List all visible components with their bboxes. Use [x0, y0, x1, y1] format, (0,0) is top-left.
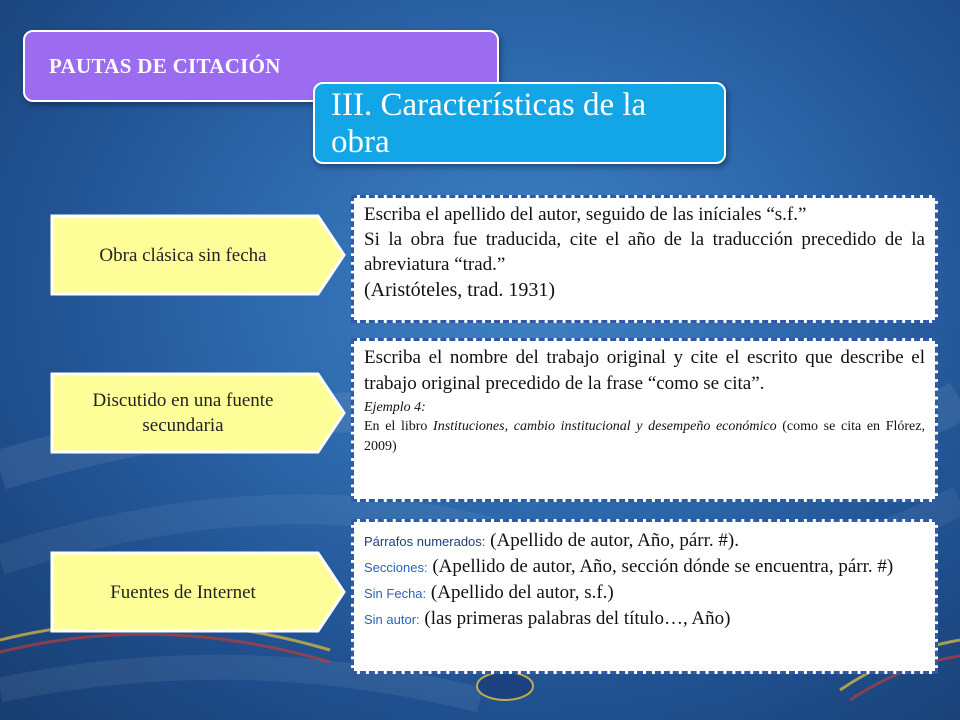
category-arrow-classic [48, 212, 348, 298]
internet-item [364, 580, 925, 606]
info-main-text: Escriba el nombre del trabajo original y cite el escrito que describe el trabajo original precedido de la frase “como se cita”. [364, 347, 925, 394]
example-prefix: En el libro [364, 419, 434, 434]
item-tag: Secciones: [364, 560, 428, 575]
category-label: Discutido en una fuente secundaria [92, 390, 274, 436]
internet-item [364, 554, 925, 580]
info-box-internet [351, 519, 938, 674]
example-suffix: (como se cita en Flórez, 2009) [364, 419, 925, 454]
subtitle-header [313, 82, 726, 164]
category-label: Fuentes de Internet [110, 581, 256, 603]
info-box-classic [351, 195, 938, 323]
item-tag: Párrafos numerados: [364, 534, 486, 549]
info-box-secondary [351, 338, 938, 502]
item-tag: Sin Fecha: [364, 586, 427, 601]
item-text: (las primeras palabras del título…, Año) [419, 608, 731, 629]
item-text: (Apellido del autor, s.f.) [426, 582, 614, 603]
section-title: PAUTAS DE CITACIÓN [49, 54, 281, 78]
category-arrow-secondary [48, 370, 348, 456]
internet-item [364, 528, 925, 554]
item-text: (Apellido de autor, Año, sección dónde se encuentra, párr. #) [427, 556, 894, 577]
slide-subtitle: III. Características de la obra [331, 87, 647, 160]
item-text: (Apellido de autor, Año, párr. #). [485, 530, 739, 551]
category-label: Obra clásica sin fecha [99, 244, 267, 266]
info-example: (Aristóteles, trad. 1931) [364, 279, 556, 301]
info-line: Escriba el apellido del autor, seguido de las iníciales “s.f.” [364, 204, 807, 225]
example-text [364, 417, 925, 457]
example-label: Ejemplo 4: [364, 400, 426, 415]
example-title: Instituciones, cambio institucional y desempeño económico [433, 419, 777, 434]
category-arrow-internet [48, 549, 348, 635]
item-tag: Sin autor: [364, 612, 420, 627]
internet-item [364, 606, 925, 632]
info-line: Si la obra fue traducida, cite el año de la traducción precedido de la abreviatura “trad.” [364, 229, 925, 275]
